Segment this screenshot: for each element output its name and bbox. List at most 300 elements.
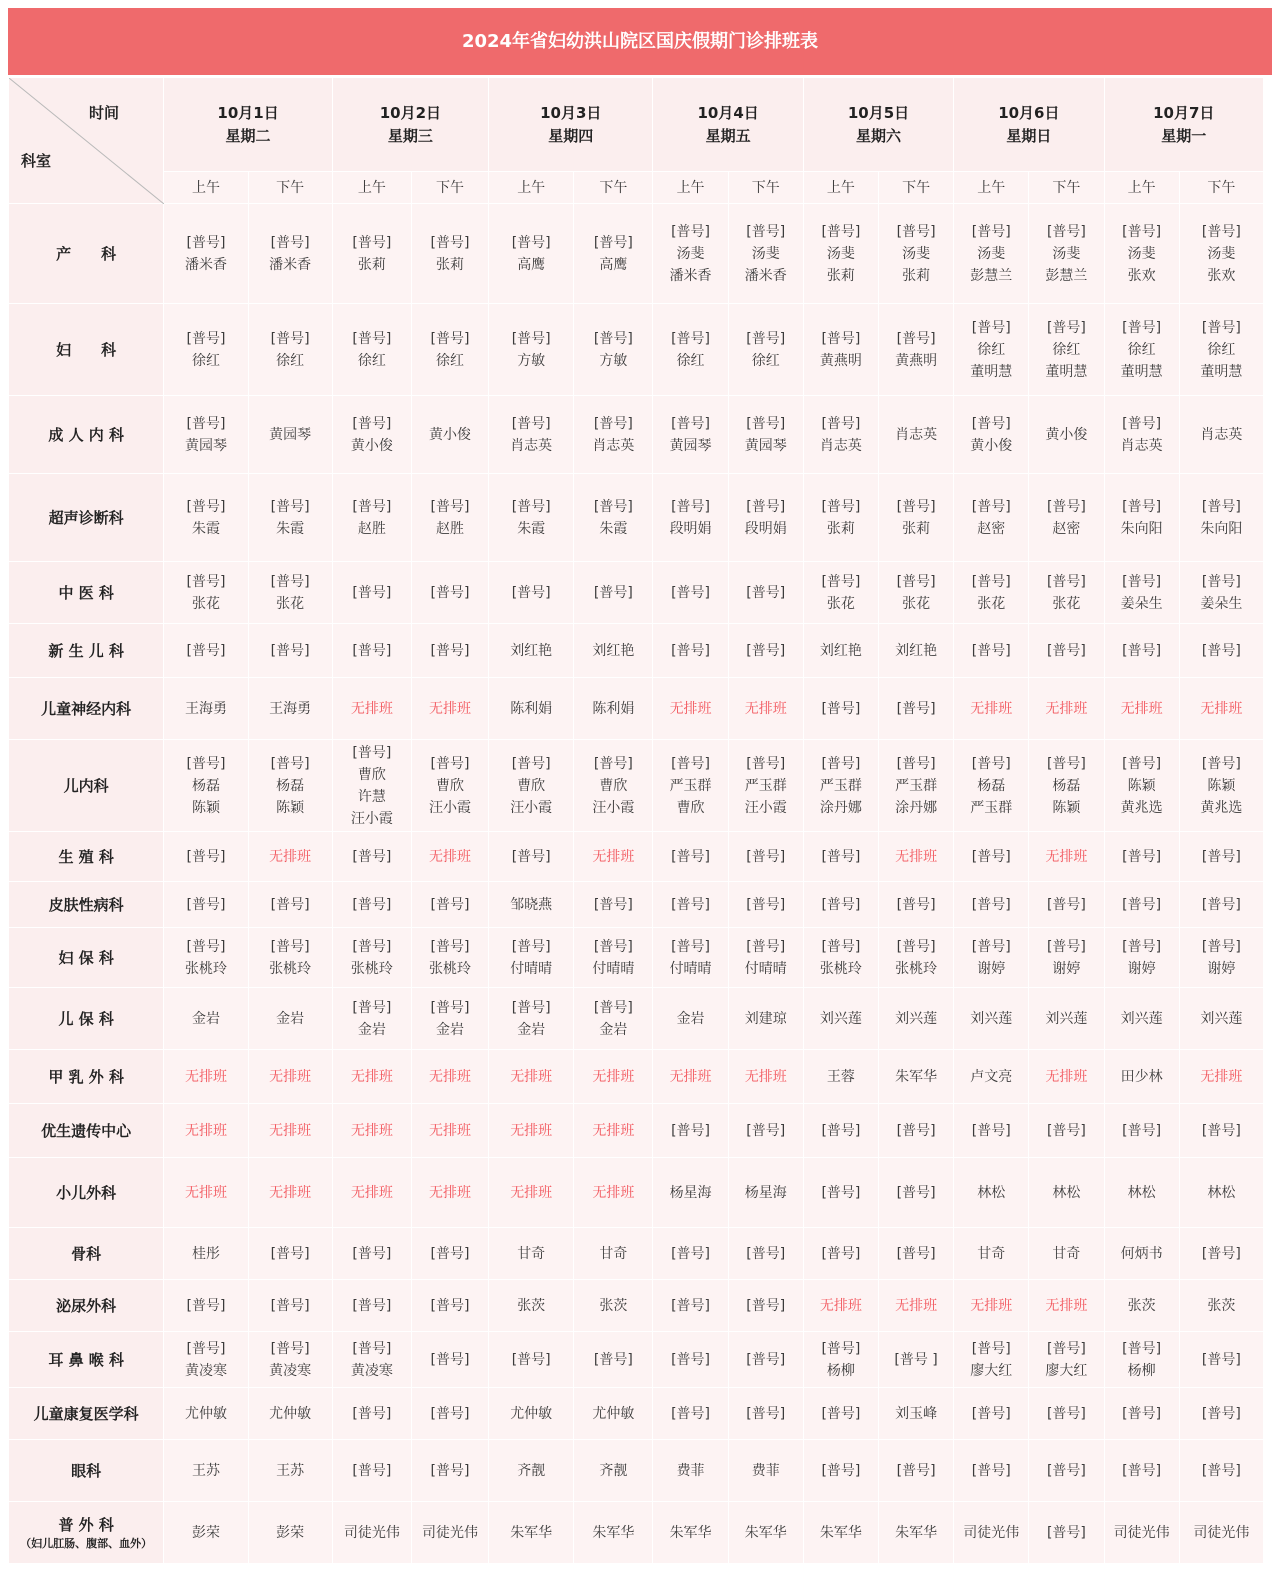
schedule-cell: [653, 882, 728, 928]
department-label: 儿童康复医学科: [33, 1404, 139, 1423]
doctor-name: 付晴晴: [669, 960, 712, 977]
afternoon-label: 下午: [1052, 179, 1081, 196]
general-ticket-text: [普号]: [593, 234, 633, 251]
doctor-name: 彭荣: [276, 1524, 305, 1541]
schedule-cell: [411, 928, 488, 988]
doctor-name: 黄园琴: [269, 426, 312, 443]
general-ticket-text: [普号]: [746, 1245, 786, 1262]
general-ticket-text: [普号]: [186, 938, 226, 955]
schedule-cell: [803, 678, 878, 740]
schedule-cell: [1029, 988, 1104, 1050]
schedule-cell: [1104, 740, 1179, 832]
schedule-cell: [489, 882, 574, 928]
schedule-cell: [489, 832, 574, 882]
general-ticket-text: [普号]: [186, 848, 226, 865]
doctor-name: 谢婷: [1207, 960, 1236, 977]
schedule-cell: [954, 474, 1029, 562]
no-schedule-text: 无排班: [350, 1122, 393, 1139]
doctor-name: 彭慧兰: [1045, 267, 1088, 284]
schedule-cell: [332, 740, 411, 832]
general-ticket-text: [普号]: [821, 1184, 861, 1201]
schedule-cell: [653, 928, 728, 988]
doctor-name: 王蓉: [826, 1068, 855, 1085]
doctor-name: 陈颖: [276, 799, 305, 816]
schedule-cell: [803, 562, 878, 624]
schedule-cell: [1104, 678, 1179, 740]
general-ticket-text: [普号]: [671, 498, 711, 515]
schedule-cell: [653, 1388, 728, 1440]
doctor-name: 王海勇: [269, 700, 312, 717]
doctor-name: 黄燕明: [895, 352, 938, 369]
general-ticket-text: [普号]: [352, 584, 392, 601]
schedule-cell: [1179, 1158, 1263, 1228]
schedule-cell: [1029, 1502, 1104, 1564]
schedule-cell: [1104, 1388, 1179, 1440]
doctor-name: 汤斐: [977, 245, 1006, 262]
general-ticket-text: [普号]: [186, 1340, 226, 1357]
doctor-name: 朱军华: [819, 1524, 862, 1541]
corner-time-label: 时间: [89, 104, 120, 122]
general-ticket-text: [普号]: [593, 584, 633, 601]
doctor-name: 严玉群: [669, 777, 712, 794]
schedule-cell: [1179, 204, 1263, 304]
department-label: 妇 保 科: [58, 948, 114, 967]
schedule-cell: [803, 988, 878, 1050]
schedule-cell: [332, 562, 411, 624]
schedule-cell: [653, 1104, 728, 1158]
schedule-cell: [653, 204, 728, 304]
doctor-name: 张茨: [1127, 1297, 1156, 1314]
general-ticket-text: [普号]: [821, 938, 861, 955]
department-label: 小儿外科: [56, 1183, 117, 1202]
doctor-name: 曹欣: [517, 777, 546, 794]
no-schedule-text: 无排班: [895, 848, 938, 865]
schedule-cell: [879, 1158, 954, 1228]
schedule-cell: [1029, 1280, 1104, 1332]
schedule-cell: [879, 1502, 954, 1564]
schedule-cell: [1029, 204, 1104, 304]
general-ticket-text: [普号]: [671, 1245, 711, 1262]
schedule-cell: [1104, 1104, 1179, 1158]
doctor-name: 金岩: [676, 1010, 705, 1027]
schedule-cell: [728, 1280, 803, 1332]
schedule-cell: [248, 304, 332, 396]
doctor-name: 汤斐: [902, 245, 931, 262]
general-ticket-text: [普号]: [352, 896, 392, 913]
schedule-cell: [803, 882, 878, 928]
doctor-name: 刘兴莲: [1200, 1010, 1243, 1027]
general-ticket-text: [普号]: [352, 642, 392, 659]
doctor-name: 张欢: [1127, 267, 1156, 284]
schedule-cell: [248, 1388, 332, 1440]
schedule-cell: [954, 1280, 1029, 1332]
date-header: [164, 78, 332, 172]
schedule-cell: [164, 1388, 248, 1440]
doctor-name: 张桃玲: [895, 960, 938, 977]
general-ticket-text: [普号]: [352, 1405, 392, 1422]
doctor-name: 尤仲敏: [592, 1405, 635, 1422]
general-ticket-text: [普号]: [430, 1297, 470, 1314]
schedule-cell: [803, 1388, 878, 1440]
general-ticket-text: [普号]: [971, 498, 1011, 515]
general-ticket-text: [普号]: [430, 1351, 470, 1368]
general-ticket-text: [普号]: [1046, 319, 1086, 336]
general-ticket-text: [普号]: [430, 498, 470, 515]
no-schedule-text: 无排班: [429, 848, 471, 865]
schedule-cell: [574, 1158, 653, 1228]
doctor-name: 司徒光伟: [963, 1524, 1020, 1541]
general-ticket-text: [普号]: [270, 573, 310, 590]
schedule-cell: [332, 204, 411, 304]
header-row-dates: [9, 78, 1264, 172]
department-label: 儿内科: [63, 776, 109, 795]
schedule-cell: [728, 1332, 803, 1388]
department-name: [9, 304, 164, 396]
schedule-cell: [1104, 624, 1179, 678]
no-schedule-text: 无排班: [592, 1068, 635, 1085]
schedule-cell: [1029, 882, 1104, 928]
doctor-name: 肖志英: [819, 437, 862, 454]
schedule-cell: [574, 304, 653, 396]
general-ticket-text: [普号]: [511, 584, 551, 601]
schedule-cell: [248, 678, 332, 740]
general-ticket-text: [普号]: [430, 1462, 470, 1479]
schedule-cell: [954, 624, 1029, 678]
general-ticket-text: [普号]: [746, 896, 786, 913]
doctor-name: 张茨: [517, 1297, 546, 1314]
schedule-cell: [332, 304, 411, 396]
weekday-label: 星期一: [1161, 126, 1207, 145]
no-schedule-text: 无排班: [1045, 1297, 1088, 1314]
schedule-cell: [332, 1280, 411, 1332]
schedule-cell: [803, 1280, 878, 1332]
afternoon-label: 下午: [902, 179, 931, 196]
schedule-cell: [954, 562, 1029, 624]
weekday-label: 星期日: [1006, 126, 1052, 145]
general-ticket-text: [普号]: [352, 415, 392, 432]
schedule-cell: [728, 832, 803, 882]
general-ticket-text: [普号]: [671, 1405, 711, 1422]
schedule-cell: [1104, 204, 1179, 304]
general-ticket-text: [普号]: [821, 755, 861, 772]
schedule-cell: [1029, 1104, 1104, 1158]
schedule-cell: [653, 1050, 728, 1104]
doctor-name: 甘奇: [1052, 1245, 1081, 1262]
date-label: 10月2日: [379, 103, 442, 122]
no-schedule-text: 无排班: [350, 1184, 393, 1201]
schedule-cell: [879, 678, 954, 740]
schedule-cell: [879, 1050, 954, 1104]
schedule-cell: [728, 740, 803, 832]
doctor-name: 汤斐: [1052, 245, 1081, 262]
doctor-name: 董明慧: [1045, 363, 1088, 380]
schedule-cell: [1029, 396, 1104, 474]
doctor-name: 黄凌寒: [350, 1362, 393, 1379]
general-ticket-text: [普号]: [1201, 848, 1241, 865]
morning-label: 上午: [826, 179, 855, 196]
schedule-cell: [411, 474, 488, 562]
schedule-cell: [653, 1502, 728, 1564]
general-ticket-text: [普号]: [511, 415, 551, 432]
department-name: [9, 396, 164, 474]
afternoon-header: [411, 172, 488, 204]
general-ticket-text: [普号]: [896, 498, 936, 515]
doctor-name: 肖志英: [895, 426, 938, 443]
department-label: 新 生 儿 科: [48, 641, 125, 660]
schedule-cell: [1029, 740, 1104, 832]
morning-label: 上午: [977, 179, 1006, 196]
schedule-cell: [248, 1332, 332, 1388]
no-schedule-text: 无排班: [669, 700, 712, 717]
department-name: [9, 740, 164, 832]
afternoon-label: 下午: [436, 179, 464, 196]
schedule-cell: [574, 988, 653, 1050]
department-name: [9, 678, 164, 740]
general-ticket-text: [普号]: [671, 848, 711, 865]
doctor-name: 潘米香: [744, 267, 787, 284]
schedule-cell: [411, 1388, 488, 1440]
schedule-cell: [653, 624, 728, 678]
schedule-cell: [411, 1158, 488, 1228]
general-ticket-text: [普号]: [746, 584, 786, 601]
doctor-name: 高鹰: [517, 256, 546, 273]
general-ticket-text: [普号]: [671, 584, 711, 601]
doctor-name: 黄燕明: [819, 352, 862, 369]
general-ticket-text: [普号]: [430, 330, 470, 347]
general-ticket-text: [普号]: [430, 234, 470, 251]
doctor-name: 林松: [1127, 1184, 1156, 1201]
doctor-name: 张桃玲: [429, 960, 471, 977]
schedule-cell: [574, 832, 653, 882]
schedule-cell: [1104, 1440, 1179, 1502]
doctor-name: 林松: [977, 1184, 1006, 1201]
schedule-cell: [1179, 624, 1263, 678]
general-ticket-text: [普号]: [270, 1297, 310, 1314]
date-label: 10月7日: [1153, 103, 1215, 122]
doctor-name: 汤斐: [751, 245, 780, 262]
doctor-name: 徐红: [1052, 341, 1081, 358]
schedule-cell: [879, 1440, 954, 1502]
schedule-cell: [332, 988, 411, 1050]
schedule-cell: [1179, 304, 1263, 396]
department-name: [9, 882, 164, 928]
general-ticket-text: [普号]: [270, 330, 310, 347]
general-ticket-text: [普号 ]: [894, 1351, 938, 1368]
doctor-name: 陈颖: [191, 799, 220, 816]
general-ticket-text: [普号]: [593, 498, 633, 515]
morning-header: [653, 172, 728, 204]
department-name: [9, 988, 164, 1050]
general-ticket-text: [普号]: [1046, 498, 1086, 515]
schedule-cell: [954, 1104, 1029, 1158]
date-label: 10月5日: [847, 103, 910, 122]
general-ticket-text: [普号]: [1201, 896, 1241, 913]
general-ticket-text: [普号]: [671, 755, 711, 772]
schedule-cell: [411, 1228, 488, 1280]
doctor-name: 曹欣: [436, 777, 464, 794]
schedule-cell: [164, 928, 248, 988]
general-ticket-text: [普号]: [352, 1297, 392, 1314]
general-ticket-text: [普号]: [1046, 573, 1086, 590]
schedule-cell: [1029, 1388, 1104, 1440]
general-ticket-text: [普号]: [1201, 1245, 1241, 1262]
general-ticket-text: [普号]: [671, 1351, 711, 1368]
schedule-cell: [1104, 304, 1179, 396]
schedule-cell: [411, 204, 488, 304]
schedule-cell: [728, 1158, 803, 1228]
general-ticket-text: [普号]: [971, 573, 1011, 590]
general-ticket-text: [普号]: [430, 938, 470, 955]
doctor-name: 严玉群: [819, 777, 862, 794]
no-schedule-text: 无排班: [1120, 700, 1163, 717]
general-ticket-text: [普号]: [971, 1122, 1011, 1139]
schedule-cell: [1179, 1388, 1263, 1440]
schedule-row: [9, 1050, 1264, 1104]
schedule-cell: [489, 304, 574, 396]
doctor-name: 邹晓燕: [510, 896, 553, 913]
schedule-cell: [803, 396, 878, 474]
schedule-cell: [489, 988, 574, 1050]
doctor-name: 涂丹娜: [819, 799, 862, 816]
department-name: [9, 204, 164, 304]
schedule-cell: [164, 624, 248, 678]
schedule-cell: [332, 624, 411, 678]
schedule-cell: [411, 1332, 488, 1388]
schedule-cell: [879, 928, 954, 988]
doctor-name: 彭慧兰: [970, 267, 1013, 284]
doctor-name: 曹欣: [599, 777, 628, 794]
doctor-name: 司徒光伟: [343, 1524, 400, 1541]
schedule-cell: [803, 1158, 878, 1228]
schedule-cell: [332, 1050, 411, 1104]
general-ticket-text: [普号]: [593, 896, 633, 913]
department-name: [9, 474, 164, 562]
schedule-cell: [332, 1332, 411, 1388]
doctor-name: 谢婷: [1052, 960, 1081, 977]
schedule-cell: [332, 1440, 411, 1502]
doctor-name: 尤仲敏: [510, 1405, 553, 1422]
department-label: 耳 鼻 喉 科: [48, 1350, 125, 1369]
doctor-name: 严玉群: [744, 777, 787, 794]
doctor-name: 杨星海: [744, 1184, 787, 1201]
schedule-row: [9, 396, 1264, 474]
schedule-cell: [164, 1332, 248, 1388]
schedule-cell: [1104, 1050, 1179, 1104]
general-ticket-text: [普号]: [1201, 1122, 1241, 1139]
general-ticket-text: [普号]: [746, 330, 786, 347]
schedule-cell: [954, 1502, 1029, 1564]
schedule-cell: [574, 882, 653, 928]
schedule-cell: [954, 396, 1029, 474]
general-ticket-text: [普号]: [896, 1462, 936, 1479]
general-ticket-text: [普号]: [971, 319, 1011, 336]
schedule-cell: [164, 740, 248, 832]
general-ticket-text: [普号]: [746, 223, 786, 240]
schedule-cell: [411, 678, 488, 740]
schedule-cell: [803, 304, 878, 396]
general-ticket-text: [普号]: [671, 330, 711, 347]
schedule-cell: [164, 988, 248, 1050]
general-ticket-text: [普号]: [971, 848, 1011, 865]
doctor-name: 林松: [1207, 1184, 1236, 1201]
doctor-name: 司徒光伟: [422, 1524, 478, 1541]
general-ticket-text: [普号]: [593, 1351, 633, 1368]
doctor-name: 曹欣: [676, 799, 705, 816]
schedule-cell: [1104, 1280, 1179, 1332]
schedule-sheet: [8, 8, 1272, 1564]
no-schedule-text: 无排班: [510, 1122, 553, 1139]
schedule-cell: [1029, 1158, 1104, 1228]
general-ticket-text: [普号]: [270, 896, 310, 913]
schedule-cell: [728, 1104, 803, 1158]
schedule-cell: [164, 1280, 248, 1332]
schedule-row: [9, 1158, 1264, 1228]
doctor-name: 金岩: [599, 1021, 628, 1038]
doctor-name: 徐红: [751, 352, 780, 369]
schedule-cell: [332, 678, 411, 740]
doctor-name: 朱军华: [592, 1524, 635, 1541]
doctor-name: 张花: [276, 595, 305, 612]
page-title: 2024年省妇幼洪山院区国庆假期门诊排班表: [8, 8, 1272, 77]
schedule-cell: [1029, 1050, 1104, 1104]
doctor-name: 谢婷: [1127, 960, 1156, 977]
general-ticket-text: [普号]: [821, 700, 861, 717]
doctor-name: 王海勇: [184, 700, 227, 717]
schedule-cell: [489, 1502, 574, 1564]
schedule-row: [9, 624, 1264, 678]
general-ticket-text: [普号]: [511, 999, 551, 1016]
department-name: [9, 1158, 164, 1228]
department-label: 骨科: [71, 1244, 102, 1263]
department-name: [9, 562, 164, 624]
schedule-cell: [574, 740, 653, 832]
doctor-name: 汪小霞: [510, 799, 553, 816]
no-schedule-text: 无排班: [592, 1184, 635, 1201]
afternoon-header: [1179, 172, 1263, 204]
schedule-cell: [653, 832, 728, 882]
doctor-name: 刘兴莲: [1045, 1010, 1088, 1027]
general-ticket-text: [普号]: [186, 755, 226, 772]
schedule-cell: [332, 1388, 411, 1440]
schedule-cell: [1179, 1228, 1263, 1280]
schedule-cell: [332, 1228, 411, 1280]
general-ticket-text: [普号]: [671, 642, 711, 659]
doctor-name: 朱霞: [599, 520, 628, 537]
schedule-cell: [1029, 1228, 1104, 1280]
schedule-cell: [164, 1050, 248, 1104]
doctor-name: 潘米香: [669, 267, 712, 284]
doctor-name: 徐红: [676, 352, 705, 369]
schedule-cell: [574, 1440, 653, 1502]
doctor-name: 高鹰: [599, 256, 628, 273]
general-ticket-text: [普号]: [1046, 1524, 1086, 1541]
general-ticket-text: [普号]: [186, 415, 226, 432]
doctor-name: 刘兴莲: [1120, 1010, 1163, 1027]
schedule-cell: [574, 204, 653, 304]
general-ticket-text: [普号]: [1201, 1405, 1241, 1422]
general-ticket-text: [普号]: [270, 498, 310, 515]
schedule-cell: [954, 1332, 1029, 1388]
schedule-cell: [574, 562, 653, 624]
general-ticket-text: [普号]: [1122, 1122, 1162, 1139]
general-ticket-text: [普号]: [430, 755, 470, 772]
doctor-name: 刘玉峰: [895, 1405, 938, 1422]
schedule-cell: [728, 304, 803, 396]
schedule-cell: [1179, 562, 1263, 624]
schedule-row: [9, 882, 1264, 928]
schedule-cell: [248, 204, 332, 304]
schedule-cell: [954, 1440, 1029, 1502]
